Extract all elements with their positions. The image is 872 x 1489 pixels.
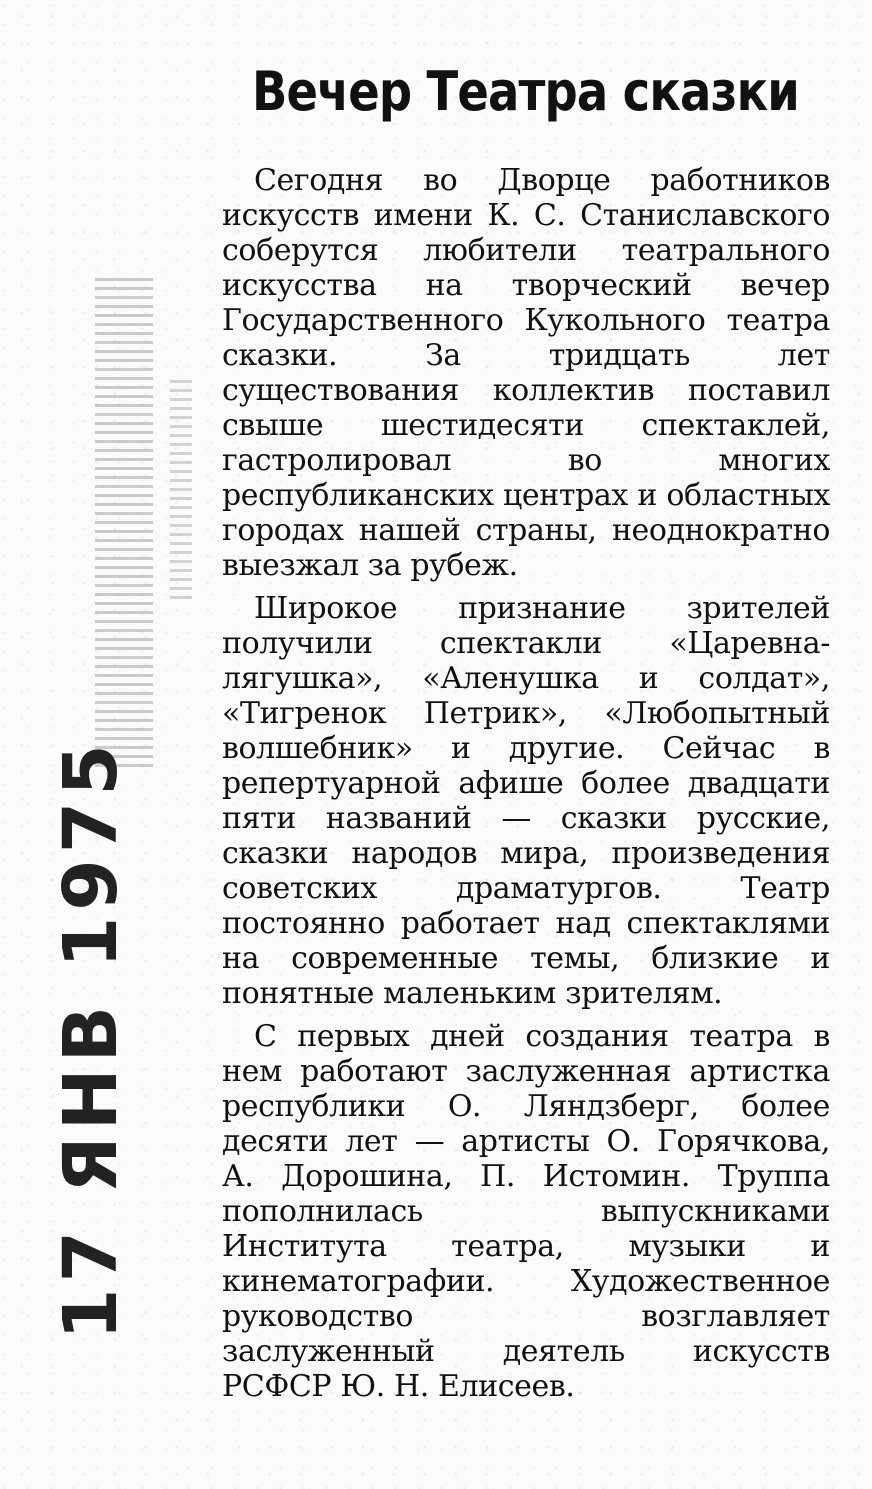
- date-stamp: 17 ЯНВ 1975: [48, 738, 134, 1340]
- margin-print-strip: [170, 380, 192, 600]
- article: [222, 55, 830, 1404]
- headline: Вечер Театра сказки: [252, 60, 799, 123]
- paragraph-3: С первых дней создания театра в нем работают заслуженная артистка республики О. Ляндзберг, более десяти лет — артисты О. Горячкова, А. Дорошина, П. Истомин. Труппа пополнилась выпускниками Института театра, музыки и кинематографии. Художественное руководство возглавляет заслуженный деятель искусств РСФСР Ю. Н. Елисеев.: [222, 1019, 830, 1404]
- paragraph-2: Широкое признание зрителей получили спектакли «Царевна-лягушка», «Аленушка и солдат», «Тигренок Петрик», «Любопытный волшебник» и другие. Сейчас в репертуарной афише более двадцати пяти названий — сказки русские, сказки народов мира, произведения советских драматургов. Театр постоянно работает над спектаклями на современные темы, близкие и понятные маленьким зрителям.: [222, 591, 830, 1011]
- paragraph-1: Сегодня во Дворце работников искусств имени К. С. Станиславского соберутся любители театрального искусства на творческий вечер Государственного Кукольного театра сказки. За тридцать лет существования коллектив поставил свыше шестидесяти спектаклей, гастролировал во многих республиканских центрах и областных городах нашей страны, неоднократно выезжал за рубеж.: [222, 163, 830, 583]
- margin-print-strip: [95, 278, 153, 768]
